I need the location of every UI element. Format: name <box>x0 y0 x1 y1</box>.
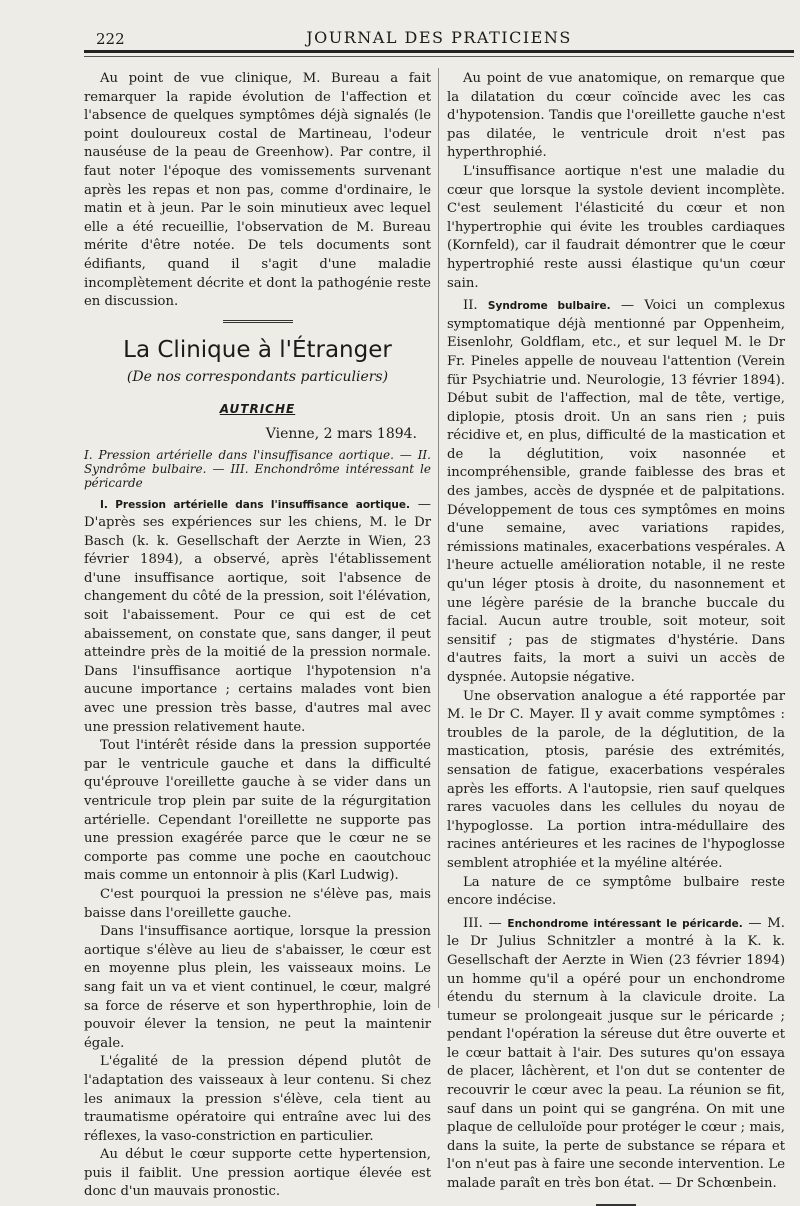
section-subtitle: (De nos correspondants particuliers) <box>126 368 389 385</box>
paragraph <box>84 496 431 738</box>
subsection-text: — M. le Dr Julius Schnitzler a montré à la K. k. Gesellschaft der Aerzte in Wien (23 février 1894) un homme qu'il a opéré pour un enchondrome étendu du sternum à la clavicule droite. La tumeur se prolongeait jusque sur le péricarde ; pendant l'opération la séreuse dut être ouverte et le cœur battait à l'air. Des sutures qu'on essaya de placer, lâchèrent, et l'on dut se contenter de recouvrir le cœur avec la peau. La réunion se fit, sauf dans un point qui se gangréna. On mit une plaque de celluloïde pour protéger le cœur ; mais, dans la suite, la perte de substance se répara et l'on n'eut pas à faire une seconde intervention. Le malade paraît en très bon état. — Dr Schœnbein. <box>447 915 785 1192</box>
subsection-text: — Voici un complexus symptomatique déjà mentionné par Oppenheim, Eisenlohr, Goldflam, etc., et sur lequel M. le Dr Fr. Pineles appelle de nouveau l'attention (Verein für Psychiatrie und. Neurologie, 13 février 1894). Début subit de l'affection, mal de tête, vertige, diplopie, ptosis droit. Un an sans rien ; puis récidive et, en plus, difficulté de la mastication et de la déglutition, voix nasonnée et incompréhensible, grande faiblesse des bras et des jambes, accès de dyspnée et de palpitations. Développement de tous ces symptômes en moins d'une semaine, avec variations rapides, rémissions matinales, exacerbations vespérales. A l'heure actuelle amélioration notable, il ne reste qu'un léger ptosis à droite, du nasonnement et une légère parésie de la branche buccale du facial. Aucun autre trouble, soit moteur, soit sensitif ; pas de stigmates d'hystérie. Dans d'autres faits, la mort a suivi un accès de dyspnée. Autopsie négative. <box>447 298 785 685</box>
article-summary: I. Pression artérielle dans l'insuffisance aortique. — II. Syndrôme bulbaire. — III. Enchondrôme intéressant le péricarde <box>84 447 431 490</box>
dateline: Vienne, 2 mars 1894. <box>265 425 417 442</box>
paragraph: Au début le cœur supporte cette hypertension, puis il faiblit. Une pression aortique élevée est donc d'un mauvais pronostic. <box>84 1147 431 1200</box>
header-rule <box>84 50 794 53</box>
paragraph: Au point de vue anatomique, on remarque que la dilatation du cœur coïncide avec les cas d'hypotension. Tandis que l'oreillette gauche n'est pas dilatée, le ventricule droit n'est pas hyperthrophié. <box>447 71 785 161</box>
paragraph: L'égalité de la pression dépend plutôt de l'adaptation des vaisseaux à leur contenu. Si chez les animaux la pression s'élève, cela tient au traumatisme opératoire qui entraîne avec lui des réflexes, la vaso-constriction en particulier. <box>84 1054 431 1144</box>
paragraph <box>447 297 785 687</box>
paragraph <box>447 915 785 1194</box>
left-column <box>84 70 431 1202</box>
paragraph: Au point de vue clinique, M. Bureau a fait remarquer la rapide évolution de l'affection et l'absence de quelques symptômes déjà signalés (le point douloureux costal de Martineau, l'odeur nauséuse de la peau de Greenhow). Par contre, il faut noter l'époque des vomissements survenant après les repas et non pas, comme d'ordinaire, le matin et à jeun. Par le soin minutieux avec lequel elle a été recueillie, l'observation de M. Bureau mérite d'être notée. De tels documents sont édifiants, quand il s'agit d'une maladie incomplètement décrite et dont la pathogénie reste en discussion. <box>84 71 431 310</box>
subsection-text: — D'après ses expériences sur les chiens, M. le Dr Basch (k. k. Gesellschaft der Aerzte in Wien, 23 février 1894), a observé, après l'établissement d'une insuffisance aortique, soit l'absence de changement du côté de la pression, soit l'élévation, soit l'abaissement. Pour ce qui est de cet abaissement, on constate que, sans danger, il peut atteindre près de la moitié de la pression normale. Dans l'insuffisance aortique l'hypotension n'a aucune importance ; certains malades vont bien avec une pression très basse, d'autres mal avec une pression relativement haute. <box>84 496 431 735</box>
section-title: La Clinique à l'Étranger <box>123 336 392 363</box>
paragraph: La nature de ce symptôme bulbaire reste encore indécise. <box>447 874 785 909</box>
page-header <box>96 28 782 52</box>
subsection-number: II. <box>463 298 488 314</box>
end-rule <box>596 1204 636 1206</box>
paragraph: C'est pourquoi la pression ne s'élève pas, mais baisse dans l'oreillette gauche. <box>84 886 431 921</box>
subsection-heading: Enchondrome intéressant le péricarde. <box>507 917 743 930</box>
page-number: 222 <box>96 30 125 48</box>
subsection-heading: I. Pression artérielle dans l'insuffisance aortique. <box>100 498 410 511</box>
section-divider <box>223 320 293 326</box>
running-title: JOURNAL DES PRATICIENS <box>306 28 572 47</box>
header-rule-thin <box>84 56 794 57</box>
paragraph: Dans l'insuffisance aortique, lorsque la pression aortique s'élève au lieu de s'abaisser, le cœur est en moyenne plus plein, les vaisseaux moins. Le sang fait un va et vient continuel, le cœur, malgré sa force de réserve et son hyperthrophie, loin de pouvoir élever la tension, ne peut la maintenir égale. <box>84 924 431 1051</box>
right-column <box>447 70 785 1206</box>
country-heading: AUTRICHE <box>219 402 296 417</box>
paragraph: Tout l'intérêt réside dans la pression supportée par le ventricule gauche et dans la difficulté qu'éprouve l'oreillette gauche à se vider dans un ventricule trop plein par suite de la régurgitation artérielle. Cependant l'oreillette ne supporte pas une pression exagérée parce que le cœur ne se comporte pas comme une poche en caoutchouc mais comme un entonnoir à plis (Karl Ludwig). <box>84 738 431 884</box>
paragraph: Une observation analogue a été rapportée par M. le Dr C. Mayer. Il y avait comme symptômes : troubles de la parole, de la déglutition, de la mastication, ptosis, parésie des extrémités, sensation de fatigue, exacerbations vespérales après les efforts. A l'autopsie, rien sauf quelques rares vacuoles dans les cellules du noyau de l'hypoglosse. La portion intra-médullaire des racines antérieures et les racines de l'hypoglosse semblent atrophiée et la myéline altérée. <box>447 688 785 871</box>
subsection-number: III. — <box>463 915 508 931</box>
paragraph: L'insuffisance aortique n'est une maladie du cœur que lorsque la systole devient incomplète. C'est seulement l'élasticité du cœur et non l'hypertrophie qui évite les troubles cardiaques (Kornfeld), car il faudrait démontrer que le cœur hypertrophié reste aussi élastique qu'un cœur sain. <box>447 163 785 291</box>
subsection-heading: Syndrome bulbaire. <box>487 300 611 313</box>
column-divider <box>438 68 439 1008</box>
